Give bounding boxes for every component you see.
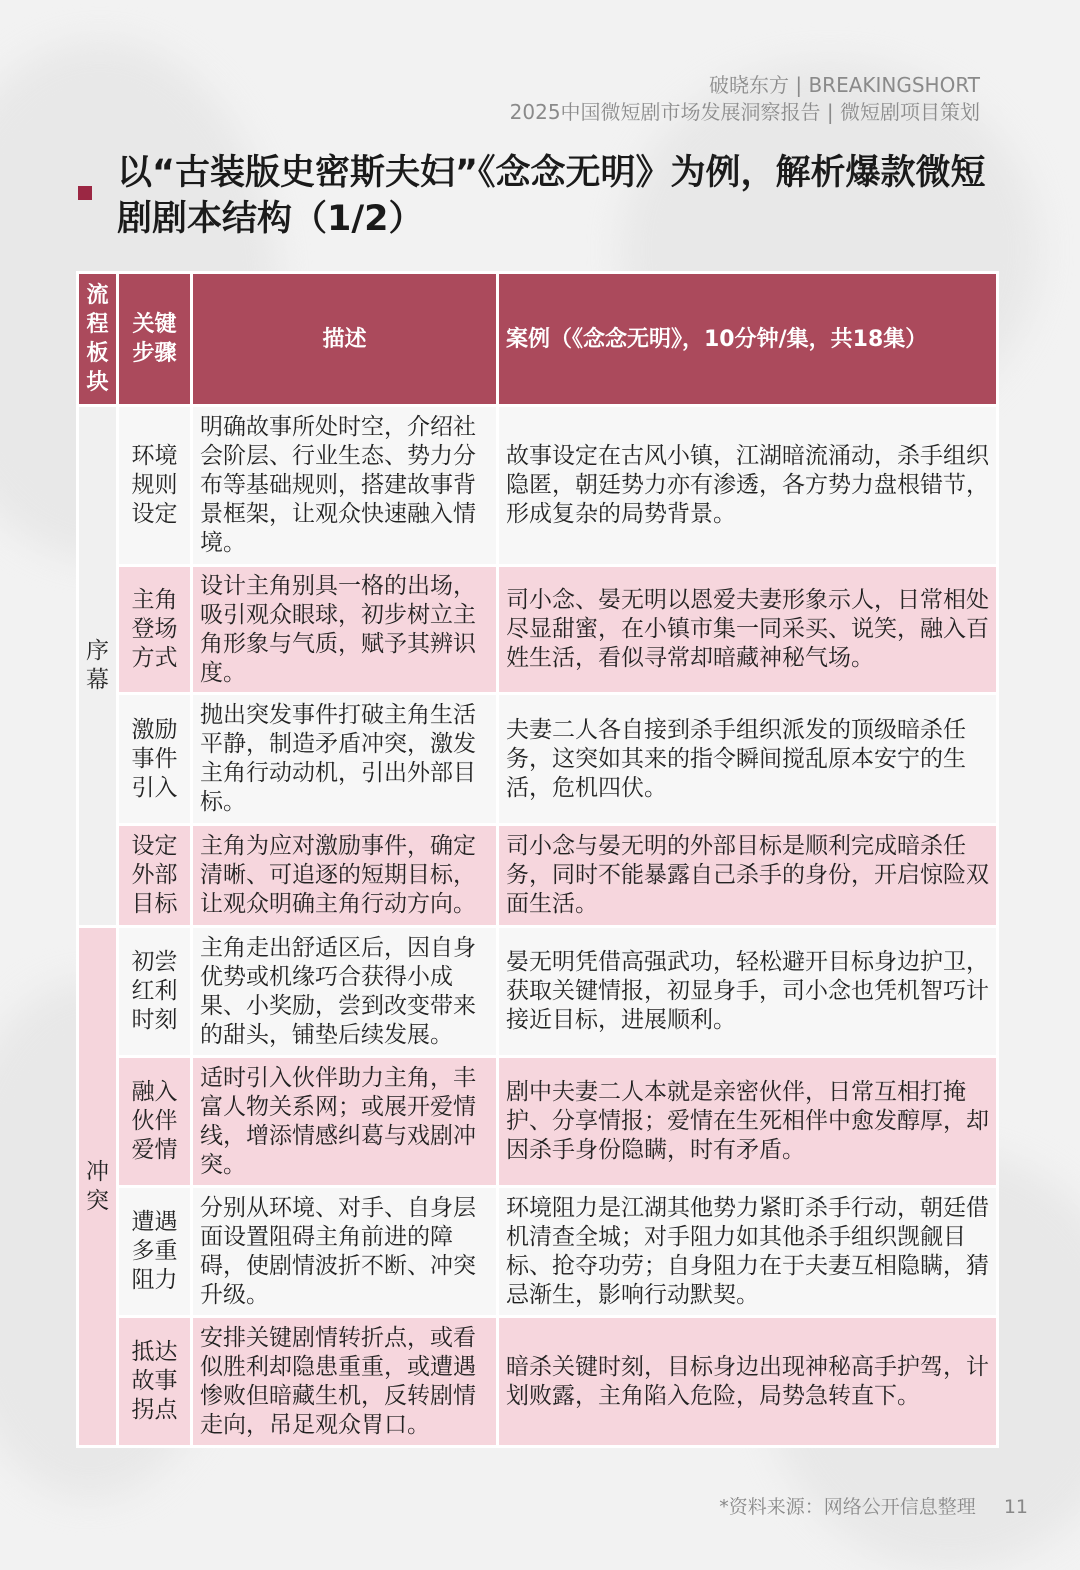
page-footer [719,1492,1028,1519]
case-cell: 司小念、晏无明以恩爱夫妻形象示人，日常相处尽显甜蜜，在小镇市集一同采买、说笑，融入百姓生活，看似寻常却暗藏神秘气场。 [498,566,998,694]
header-case: 案例（《念念无明》，10分钟/集，共18集） [498,273,998,406]
case-cell: 剧中夫妻二人本就是亲密伙伴，日常互相打掩护、分享情报；爱情在生死相伴中愈发醇厚，却因杀手身份隐瞒，时有矛盾。 [498,1057,998,1187]
step-cell: 融入伙伴爱情 [118,1057,192,1187]
header-description: 描述 [192,273,498,406]
step-cell: 激励事件引入 [118,694,192,825]
description-cell: 安排关键剧情转折点，或看似胜利却隐患重重，或遭遇惨败但暗藏生机，反转剧情走向，吊足观众胃口。 [192,1317,498,1447]
step-cell: 抵达故事拐点 [118,1317,192,1447]
description-cell: 明确故事所处时空，介绍社会阶层、行业生态、势力分布等基础规则，搭建故事背景框架，让观众快速融入情境。 [192,406,498,566]
case-cell: 夫妻二人各自接到杀手组织派发的顶级暗杀任务，这突如其来的指令瞬间搅乱原本安宁的生活，危机四伏。 [498,694,998,825]
script-structure-table [76,271,999,1448]
step-cell: 主角登场方式 [118,566,192,694]
table-row [78,1187,998,1317]
step-cell: 设定外部目标 [118,825,192,927]
case-cell: 环境阻力是江湖其他势力紧盯杀手行动，朝廷借机清查全城；对手阻力如其他杀手组织觊觎目标、抢夺功劳；自身阻力在于夫妻互相隐瞒，猜忌渐生，影响行动默契。 [498,1187,998,1317]
case-cell: 司小念与晏无明的外部目标是顺利完成暗杀任务，同时不能暴露自己杀手的身份，开启惊险双面生活。 [498,825,998,927]
table-row [78,406,998,566]
description-cell: 主角走出舒适区后，因自身优势或机缘巧合获得小成果、小奖励，尝到改变带来的甜头，铺垫后续发展。 [192,927,498,1057]
description-cell: 设计主角别具一格的出场，吸引观众眼球，初步树立主角形象与气质，赋予其辨识度。 [192,566,498,694]
description-cell: 主角为应对激励事件，确定清晰、可追逐的短期目标，让观众明确主角行动方向。 [192,825,498,927]
case-cell: 晏无明凭借高强武功，轻松避开目标身边护卫，获取关键情报，初显身手，司小念也凭机智巧计接近目标，进展顺利。 [498,927,998,1057]
page-title: 以“古装版史密斯夫妇”《念念无明》为例，解析爆款微短剧剧本结构（1/2） [117,153,986,239]
title-marker [78,186,92,200]
phase-cell-prologue: 序幕 [78,406,118,927]
table-row [78,566,998,694]
report-header [510,72,980,126]
table-row [78,1057,998,1187]
table-row [78,825,998,927]
page-number: 11 [1003,1496,1028,1518]
table-row [78,927,998,1057]
phase-cell-conflict: 冲突 [78,927,118,1447]
header-report-title: 2025中国微短剧市场发展洞察报告 | 微短剧项目策划 [509,100,980,124]
step-cell: 环境规则设定 [118,406,192,566]
table-header-row [78,273,998,406]
table-row [78,1317,998,1447]
source-note: *资料来源：网络公开信息整理 [719,1496,976,1518]
header-step: 关键步骤 [118,273,192,406]
table-row [78,694,998,825]
case-cell: 暗杀关键时刻，目标身边出现神秘高手护驾，计划败露，主角陷入危险，局势急转直下。 [498,1317,998,1447]
step-cell: 遭遇多重阻力 [118,1187,192,1317]
header-brand: 破晓东方 | BREAKINGSHORT [709,73,980,97]
header-phase: 流程板块 [78,273,118,406]
description-cell: 抛出突发事件打破主角生活平静，制造矛盾冲突，激发主角行动动机，引出外部目标。 [192,694,498,825]
step-cell: 初尝红利时刻 [118,927,192,1057]
description-cell: 分别从环境、对手、自身层面设置阻碍主角前进的障碍，使剧情波折不断、冲突升级。 [192,1187,498,1317]
case-cell: 故事设定在古风小镇，江湖暗流涌动，杀手组织隐匿，朝廷势力亦有渗透，各方势力盘根错节，形成复杂的局势背景。 [498,406,998,566]
description-cell: 适时引入伙伴助力主角，丰富人物关系网；或展开爱情线，增添情感纠葛与戏剧冲突。 [192,1057,498,1187]
